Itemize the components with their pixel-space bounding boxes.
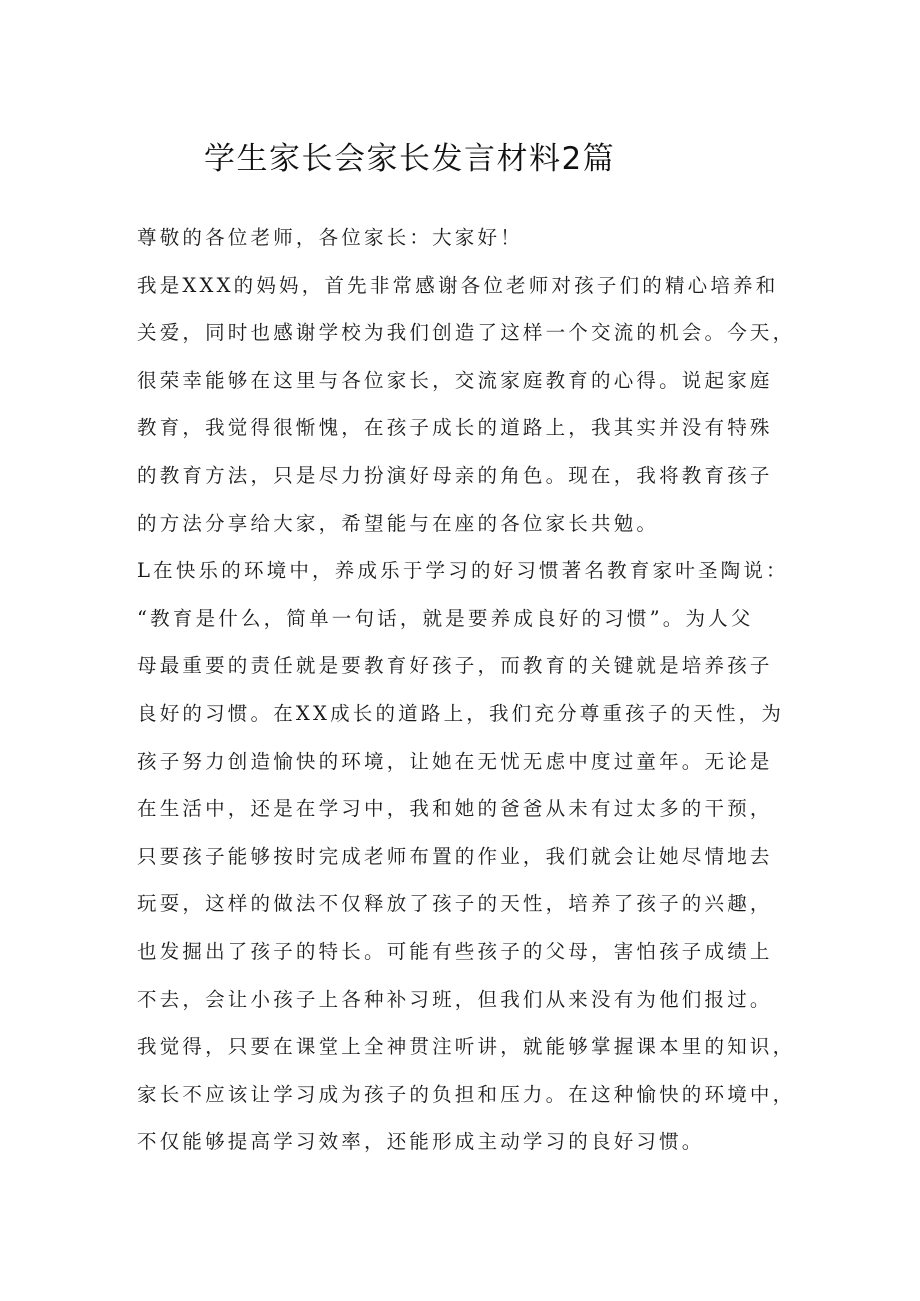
- body-line: 不去，会让小孩子上各种补习班，但我们从来没有为他们报过。: [137, 987, 773, 1011]
- body-line: 在生活中，还是在学习中，我和她的爸爸从未有过太多的干预，: [137, 797, 773, 821]
- body-line: 孩子努力创造愉快的环境，让她在无忧无虑中度过童年。无论是: [137, 749, 773, 773]
- body-line: 的教育方法，只是尽力扮演好母亲的角色。现在，我将教育孩子: [137, 463, 773, 487]
- body-line: 很荣幸能够在这里与各位家长，交流家庭教育的心得。说起家庭: [137, 368, 773, 392]
- body-line: 家长不应该让学习成为孩子的负担和压力。在这种愉快的环境中，: [137, 1082, 796, 1106]
- body-line: 母最重要的责任就是要教育好孩子，而教育的关键就是培养孩子: [137, 654, 773, 678]
- document-title: 学生家长会家长发言材料2篇: [204, 141, 616, 177]
- greeting-line: 尊敬的各位老师，各位家长：大家好！: [137, 226, 523, 249]
- body-line: 我是XXX的妈妈，首先非常感谢各位老师对孩子们的精心培养和: [137, 273, 779, 297]
- body-line: 关爱，同时也感谢学校为我们创造了这样一个交流的机会。今天，: [137, 321, 796, 345]
- body-line: 我觉得，只要在课堂上全神贯注听讲，就能够掌握课本里的知识，: [137, 1035, 796, 1059]
- body-line: 玩耍，这样的做法不仅释放了孩子的天性，培养了孩子的兴趣，: [137, 892, 773, 916]
- body-line: 不仅能够提高学习效率，还能形成主动学习的良好习惯。: [137, 1130, 705, 1154]
- body-line: 也发掘出了孩子的特长。可能有些孩子的父母，害怕孩子成绩上: [137, 939, 773, 963]
- section-heading-line: L在快乐的环境中，养成乐于学习的好习惯著名教育家叶圣陶说：: [137, 559, 789, 583]
- body-line: 教育，我觉得很惭愧，在孩子成长的道路上，我其实并没有特殊: [137, 416, 773, 440]
- body-line: 良好的习惯。在XX成长的道路上，我们充分尊重孩子的天性，为: [137, 701, 785, 725]
- document-body: [137, 214, 817, 1166]
- body-line: 只要孩子能够按时完成老师布置的作业，我们就会让她尽情地去: [137, 844, 773, 868]
- body-line: “教育是什么，简单一句话，就是要养成良好的习惯”。为人父: [137, 606, 754, 630]
- body-line: 的方法分享给大家，希望能与在座的各位家长共勉。: [137, 511, 660, 535]
